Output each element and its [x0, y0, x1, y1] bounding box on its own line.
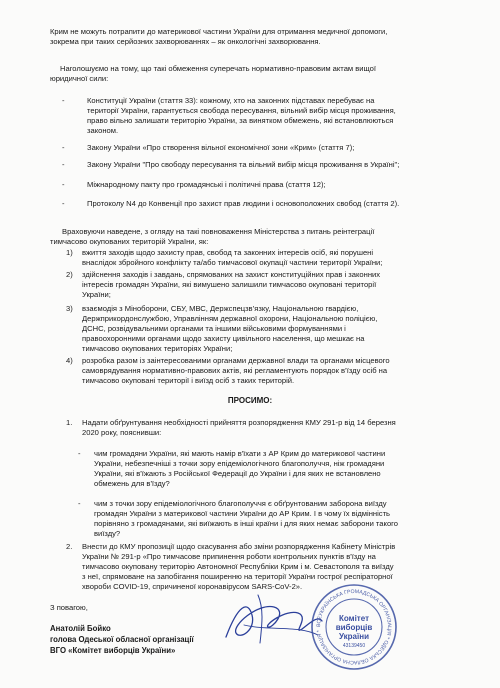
request-1-line-2: 2020 року, пояснивши:	[82, 428, 162, 437]
list-dash: -	[62, 180, 65, 189]
numbered-3-line-1: взаємодія з Міноборони, СБУ, МВС, Держспецзв’язку, Національною гвардією,	[82, 304, 359, 313]
request-1-sub-2-line-4: виїзду?	[94, 529, 121, 538]
numbered-1-line-2: внаслідок збройного конфлікту та/або тимчасової окупації частини території України;	[82, 258, 383, 267]
list-item-1-line-4: законом.	[87, 126, 119, 135]
list-item-1-line-2: території України, гарантується свобода пересування, вільний вибір місця проживання,	[87, 106, 396, 115]
request-1-sub-2-line-3: порівняно з громадянами, які виїжають в інші країни і для яких немає заборони такого	[94, 519, 398, 528]
intro2-line-1: Наголошуємо на тому, що такі обмеження суперечать нормативно-правовим актам вищої	[60, 64, 377, 73]
list-item-2: Закону України «Про створення вільної економічної зони «Крим» (стаття 7);	[87, 143, 355, 152]
numbered-2-line-2: інтересів громадян України, які вимушено залишили тимчасово окуповані території	[82, 280, 377, 289]
stamp-code: 43139450	[342, 643, 366, 649]
list-item-1-line-3: право вільно залишати територію України, за винятком обмежень, які встановлюються	[87, 116, 394, 125]
numbered-3-line-2: Держприкордонслужбою, Управлінням державної охорони, Національною поліцією,	[82, 314, 378, 323]
request-2-line-1: Внести до КМУ пропозиції щодо скасування або зміни розпорядження Кабінету Міністрів	[82, 542, 396, 551]
numbered-4-line-1: розробка разом із заінтересованими органами державної влади та органами місцевого	[82, 356, 390, 365]
signatory-title-1: голова Одеської обласної організації	[50, 635, 194, 644]
stamp-text-3: України	[338, 632, 370, 641]
request-1-sub-2-line-2: громадян України з материкової частини України до АР Крим. І в чому їх відмінність	[94, 509, 391, 518]
list-dash: -	[62, 160, 65, 169]
numbered-3-line-4: правоохоронними органами щодо захисту цивільного населення, що мешкає на	[82, 334, 365, 343]
request-marker: 1.	[66, 418, 73, 427]
request-1-line-1: Надати обґрунтування необхідності прийняття розпорядження КМУ 291-р від 14 березня	[82, 418, 396, 427]
intro-line-2: зокрема при таких серйозних захворюваннях – як онкологічні захворювання.	[50, 37, 321, 46]
signatory-name: Анатолій Бойко	[50, 624, 111, 633]
request-1-sub-2-line-1: чим з точки зору епідеміологічного благополуччя є обґрунтованим заборона виїзду	[94, 499, 387, 508]
list-dash: -	[62, 143, 65, 152]
numbered-2-line-3: України;	[82, 290, 111, 299]
numbered-4-line-3: тимчасово окуповані території і виїзд осіб з таких територій.	[82, 376, 295, 385]
numbered-1-line-1: вжиття заходів щодо захисту прав, свобод та законних інтересів осіб, які порушені	[82, 248, 374, 257]
signatory-title-2: ВГО «Комітет виборців України»	[50, 646, 176, 655]
stamp-text-1: Комітет	[339, 614, 369, 623]
list-dash: -	[62, 96, 65, 105]
request-2-line-4: з неї, спрямоване на запобігання поширенню на території України гострої респіраторної	[82, 572, 393, 581]
list-item-5: Протоколу N4 до Конвенції про захист прав людини і основоположних свобод (стаття 2).	[87, 199, 400, 208]
request-heading: ПРОСИМО:	[227, 396, 273, 405]
numbered-3-line-3: ДСНС, розвідувальними органами та іншими військовими формуваннями і	[82, 324, 346, 333]
list-item-1-line-1: Конституції України (стаття 33): кожному, хто на законних підставах перебуває на	[87, 96, 375, 105]
intro2-line-2: юридичної сили:	[50, 74, 109, 83]
stamp-ring-text: ВСЕУКРАЇНСЬКА ГРОМАДСЬКА ОРГАНІЗАЦІЯ * ОДЕСЬКА ОБЛАСНА ОРГАНІЗАЦІЯ *	[315, 588, 393, 666]
official-stamp	[310, 583, 398, 671]
sub-dash: -	[78, 499, 81, 508]
request-2-line-3: тимчасово окуповану територію Автономної Республіки Крим і м. Севастополя та виїзду	[82, 562, 394, 571]
numbered-marker: 4)	[66, 356, 73, 365]
intro-line-1: Крим не можуть потрапити до материкової частини України для отримання медичної допомоги,	[50, 27, 388, 36]
request-2-line-5: хвороби COVID-19, спричиненої коронавірусом SARS-CoV-2».	[82, 582, 303, 591]
considering-line-1: Враховуючи наведене, з огляду на такі повноваження Міністерства з питань реінтеграції	[62, 227, 375, 236]
sub-dash: -	[78, 449, 81, 458]
stamp-seal-icon	[310, 583, 398, 671]
numbered-marker: 3)	[66, 304, 73, 313]
stamp-text-2: виборців	[335, 623, 373, 632]
list-item-3: Закону України "Про свободу пересування та вільний вибір місця проживання в Україні";	[87, 160, 400, 169]
request-2-line-2: України № 291-р «Про тимчасове припинення роботи контрольних пунктів в'їзду на	[82, 552, 376, 561]
numbered-2-line-1: здійснення заходів і завдань, спрямованих на захист конституційних прав і законних	[82, 270, 381, 279]
request-1-sub-1-line-4: обмежень для в'їзду?	[94, 479, 170, 488]
numbered-marker: 1)	[66, 248, 73, 257]
numbered-4-line-2: самоврядування нормативно-правових актів, які регламентують порядок в’їзду осіб на	[82, 366, 388, 375]
request-marker: 2.	[66, 542, 73, 551]
closing: З повагою,	[50, 603, 88, 612]
list-item-4: Міжнародному пакту про громадянські і політичні права (стаття 12);	[87, 180, 326, 189]
request-1-sub-1-line-2: України, небезпечніші з точки зору епідеміологічного благополуччя, ніж громадяни	[94, 459, 385, 468]
considering-line-2: тимчасово окупованих територій України, як:	[50, 237, 209, 246]
list-dash: -	[62, 199, 65, 208]
numbered-marker: 2)	[66, 270, 73, 279]
numbered-3-line-5: тимчасово окупованих територіях України;	[82, 344, 233, 353]
request-1-sub-1-line-1: чим громадяни України, які мають намір в'їхати з АР Крим до материкової частини	[94, 449, 386, 458]
request-1-sub-1-line-3: України, які в'їжають з Російської Федерації до України і для яких не встановлено	[94, 469, 381, 478]
